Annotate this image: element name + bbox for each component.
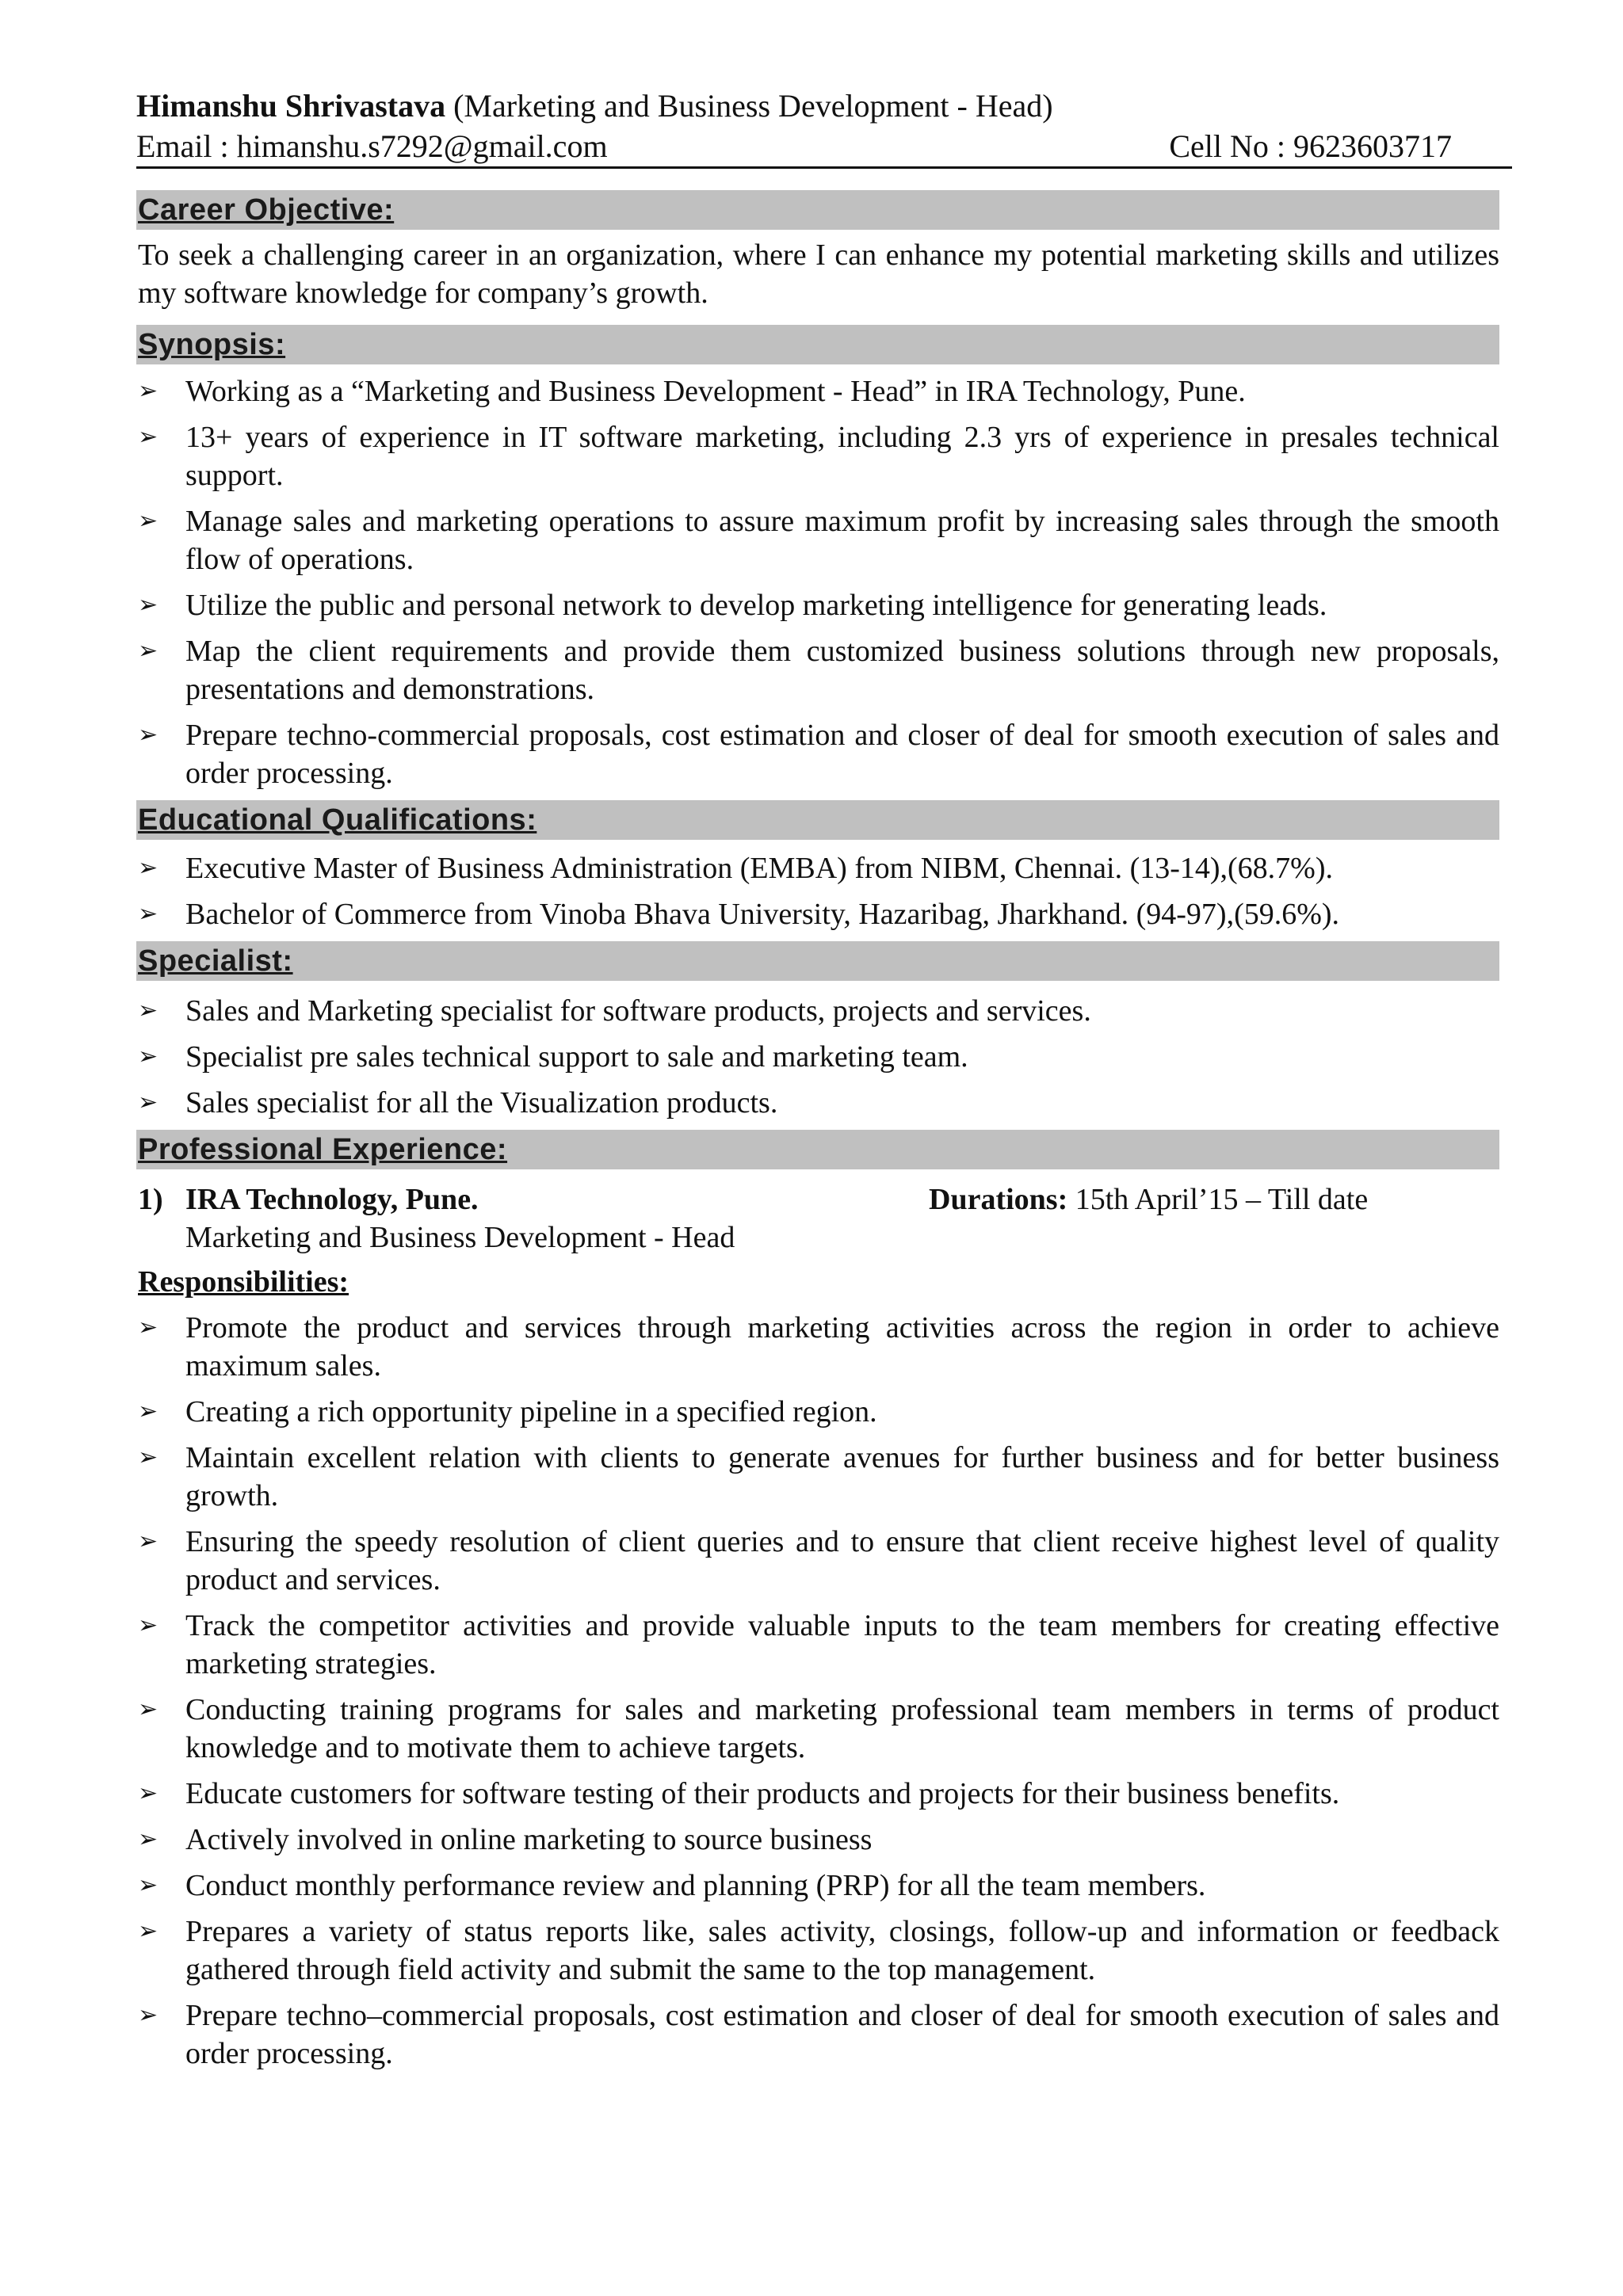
list-item: ➢ Maintain excellent relation with clients to generate avenues for further business and for better business growth. bbox=[136, 1439, 1499, 1515]
specialist-heading: Specialist: bbox=[136, 941, 1499, 981]
duration-label: Durations: bbox=[929, 1183, 1068, 1216]
arrow-bullet-icon: ➢ bbox=[138, 1089, 158, 1116]
arrow-bullet-icon: ➢ bbox=[138, 637, 158, 665]
arrow-bullet-icon: ➢ bbox=[138, 997, 158, 1024]
job-company: IRA Technology, Pune. bbox=[185, 1183, 479, 1216]
arrow-bullet-icon: ➢ bbox=[138, 377, 158, 405]
cell-number: Cell No : 9623603717 bbox=[1169, 128, 1452, 164]
education-heading: Educational Qualifications: bbox=[136, 800, 1499, 840]
resume-content bbox=[136, 86, 1499, 2081]
arrow-bullet-icon: ➢ bbox=[138, 1314, 158, 1341]
professional-experience-heading: Professional Experience: bbox=[136, 1130, 1499, 1169]
list-item: ➢ Working as a “Marketing and Business Development - Head” in IRA Technology, Pune. bbox=[136, 372, 1499, 410]
arrow-bullet-icon: ➢ bbox=[138, 1871, 158, 1899]
list-item: ➢ Conducting training programs for sales and marketing professional team members in terms of product knowledge and to motivate them to achieve targets. bbox=[136, 1691, 1499, 1767]
arrow-bullet-icon: ➢ bbox=[138, 1825, 158, 1853]
list-item: ➢ Educate customers for software testing of their products and projects for their business benefits. bbox=[136, 1775, 1499, 1813]
synopsis-heading: Synopsis: bbox=[136, 325, 1499, 364]
arrow-bullet-icon: ➢ bbox=[138, 1611, 158, 1639]
header-contact-line bbox=[136, 127, 1499, 166]
list-item: ➢ Prepares a variety of status reports like, sales activity, closings, follow-up and information or feedback gathered through field activity and submit the same to the top management. bbox=[136, 1913, 1499, 1989]
list-item: ➢ Track the competitor activities and provide valuable inputs to the team members for creating effective marketing strategies. bbox=[136, 1607, 1499, 1683]
list-item: ➢ Actively involved in online marketing to source business bbox=[136, 1821, 1499, 1859]
arrow-bullet-icon: ➢ bbox=[138, 1695, 158, 1723]
list-item: ➢ Bachelor of Commerce from Vinoba Bhava University, Hazaribag, Jharkhand. (94-97),(59.6%). bbox=[136, 895, 1499, 933]
list-item: ➢ Manage sales and marketing operations to assure maximum profit by increasing sales through the smooth flow of operations. bbox=[136, 502, 1499, 578]
header-name-line bbox=[136, 86, 1499, 127]
job-header bbox=[136, 1180, 1499, 1219]
list-item: ➢ Prepare techno-commercial proposals, cost estimation and closer of deal for smooth execution of sales and order processing. bbox=[136, 716, 1499, 792]
specialist-list bbox=[136, 992, 1499, 1122]
arrow-bullet-icon: ➢ bbox=[138, 900, 158, 928]
candidate-name: Himanshu Shrivastava bbox=[136, 88, 446, 124]
responsibilities-heading: Responsibilities: bbox=[138, 1265, 349, 1299]
arrow-bullet-icon: ➢ bbox=[138, 2001, 158, 2029]
arrow-bullet-icon: ➢ bbox=[138, 507, 158, 535]
list-item: ➢ Sales and Marketing specialist for software products, projects and services. bbox=[136, 992, 1499, 1030]
arrow-bullet-icon: ➢ bbox=[138, 1444, 158, 1471]
arrow-bullet-icon: ➢ bbox=[138, 1527, 158, 1555]
list-item: ➢ Executive Master of Business Administration (EMBA) from NIBM, Chennai. (13-14),(68.7%). bbox=[136, 849, 1499, 887]
list-item: ➢ Prepare techno–commercial proposals, cost estimation and closer of deal for smooth execution of sales and order processing. bbox=[136, 1997, 1499, 2073]
list-item: ➢ Ensuring the speedy resolution of client queries and to ensure that client receive highest level of quality product and services. bbox=[136, 1523, 1499, 1599]
job-number: 1) bbox=[138, 1183, 163, 1216]
arrow-bullet-icon: ➢ bbox=[138, 721, 158, 749]
list-item: ➢ Sales specialist for all the Visualization products. bbox=[136, 1084, 1499, 1122]
arrow-bullet-icon: ➢ bbox=[138, 1917, 158, 1945]
arrow-bullet-icon: ➢ bbox=[138, 854, 158, 882]
list-item: ➢ Conduct monthly performance review and planning (PRP) for all the team members. bbox=[136, 1867, 1499, 1905]
list-item: ➢ Specialist pre sales technical support to sale and marketing team. bbox=[136, 1038, 1499, 1076]
synopsis-list bbox=[136, 372, 1499, 792]
arrow-bullet-icon: ➢ bbox=[138, 591, 158, 619]
list-item: ➢ Creating a rich opportunity pipeline in a specified region. bbox=[136, 1393, 1499, 1431]
job-entry bbox=[136, 1180, 1499, 1257]
candidate-title: (Marketing and Business Development - Head) bbox=[453, 88, 1053, 124]
arrow-bullet-icon: ➢ bbox=[138, 423, 158, 451]
responsibilities-list bbox=[136, 1309, 1499, 2073]
list-item: ➢ 13+ years of experience in IT software marketing, including 2.3 yrs of experience in presales technical support. bbox=[136, 418, 1499, 494]
job-duration bbox=[929, 1180, 1368, 1219]
career-objective-text: To seek a challenging career in an organization, where I can enhance my potential marketing skills and utilizes my software knowledge for company’s growth. bbox=[138, 238, 1499, 310]
education-list bbox=[136, 849, 1499, 933]
list-item: ➢ Promote the product and services through marketing activities across the region in order to achieve maximum sales. bbox=[136, 1309, 1499, 1385]
list-item: ➢ Utilize the public and personal network to develop marketing intelligence for generating leads. bbox=[136, 586, 1499, 624]
arrow-bullet-icon: ➢ bbox=[138, 1779, 158, 1807]
arrow-bullet-icon: ➢ bbox=[138, 1398, 158, 1425]
arrow-bullet-icon: ➢ bbox=[138, 1043, 158, 1070]
duration-value: 15th April’15 – Till date bbox=[1075, 1183, 1369, 1216]
list-item: ➢ Map the client requirements and provide them customized business solutions through new proposals, presentations and demonstrations. bbox=[136, 632, 1499, 708]
email: Email : himanshu.s7292@gmail.com bbox=[136, 128, 608, 164]
career-objective-heading: Career Objective: bbox=[136, 190, 1499, 230]
header-divider bbox=[136, 166, 1512, 169]
job-role: Marketing and Business Development - Head bbox=[185, 1221, 735, 1254]
